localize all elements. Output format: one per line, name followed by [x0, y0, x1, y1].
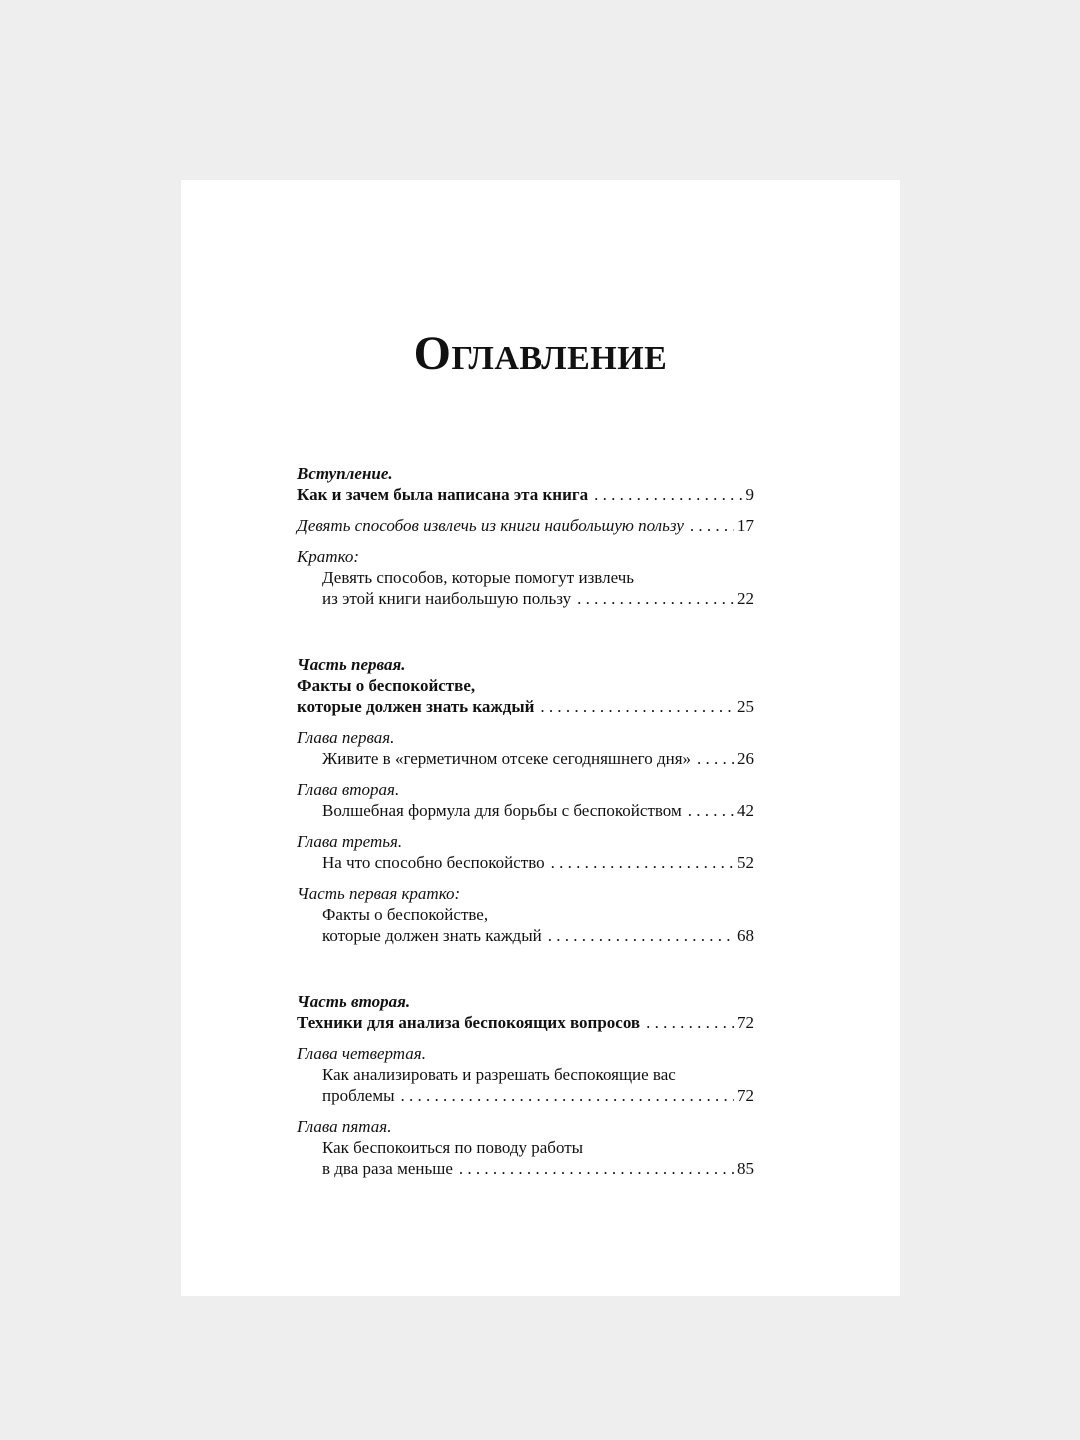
dot-leader — [594, 484, 742, 505]
dot-leader — [459, 1158, 734, 1179]
chapter-line2-text: проблемы — [322, 1086, 395, 1105]
part1-summary-line2 — [297, 925, 754, 946]
dot-leader — [540, 696, 734, 717]
page-number: 85 — [737, 1159, 754, 1178]
part1-line2 — [297, 696, 754, 717]
dot-leader — [551, 852, 734, 873]
chapter-line1: Как анализировать и разрешать беспокоящие вас — [322, 1065, 676, 1084]
part1-summary-line2-text: которые должен знать каждый — [322, 926, 542, 945]
chapter-line — [297, 852, 754, 873]
brief-label: Кратко: — [297, 547, 360, 566]
toc-entry-nine-ways — [297, 515, 754, 536]
toc-entry-chapter-2 — [297, 779, 754, 821]
nine-ways-line — [297, 515, 754, 536]
dot-leader — [548, 925, 734, 946]
toc-entry-chapter-1 — [297, 727, 754, 769]
intro-title: Как и зачем была написана эта книга — [297, 485, 589, 504]
page-number: 72 — [737, 1013, 754, 1032]
toc-entry-intro — [297, 463, 754, 505]
toc-title: Оглавление — [413, 327, 668, 380]
page-number: 26 — [737, 749, 754, 768]
page-number: 72 — [737, 1086, 754, 1105]
chapter-line2-text: в два раза меньше — [322, 1159, 453, 1178]
page-number: 68 — [737, 926, 754, 945]
intro-line — [297, 484, 754, 505]
part1-line1: Факты о беспокойстве, — [297, 676, 476, 695]
part1-summary-label: Часть первая кратко: — [297, 884, 461, 903]
chapter-label: Глава пятая. — [297, 1117, 392, 1136]
toc-entry-chapter-3 — [297, 831, 754, 873]
dot-leader — [401, 1085, 734, 1106]
part2-title: Техники для анализа беспокоящих вопросов — [297, 1013, 641, 1032]
toc-entry-part1-summary — [297, 883, 754, 946]
chapter-title: На что способно беспокойство — [322, 853, 545, 872]
dot-leader — [690, 515, 734, 536]
table-of-contents — [297, 463, 754, 1179]
page-number: 52 — [737, 853, 754, 872]
brief-line2 — [297, 588, 754, 609]
part2-line — [297, 1012, 754, 1033]
dot-leader — [577, 588, 734, 609]
toc-entry-part1 — [297, 654, 754, 717]
nine-ways-title: Девять способов извлечь из книги наибольшую пользу — [297, 516, 684, 535]
part1-label: Часть первая. — [297, 655, 406, 674]
toc-entry-part2 — [297, 991, 754, 1033]
toc-intro-section — [297, 463, 754, 609]
chapter-title: Живите в «герметичном отсеке сегодняшнего дня» — [322, 749, 692, 768]
brief-line2-text: из этой книги наибольшую пользу — [322, 589, 572, 608]
part1-summary-line1: Факты о беспокойстве, — [322, 905, 489, 924]
dot-leader — [697, 748, 734, 769]
page-number: 25 — [737, 697, 754, 716]
part1-line2-text: которые должен знать каждый — [297, 697, 535, 716]
chapter-label: Глава вторая. — [297, 780, 400, 799]
chapter-line2 — [297, 1085, 754, 1106]
dot-leader — [646, 1012, 734, 1033]
toc-part-one — [297, 654, 754, 946]
toc-entry-chapter-4 — [297, 1043, 754, 1106]
chapter-line — [297, 748, 754, 769]
page-number: 42 — [737, 801, 754, 820]
page-number: 22 — [737, 589, 754, 608]
toc-part-two — [297, 991, 754, 1179]
dot-leader — [688, 800, 734, 821]
chapter-line — [297, 800, 754, 821]
chapter-label: Глава первая. — [297, 728, 395, 747]
chapter-title: Волшебная формула для борьбы с беспокойством — [322, 801, 682, 820]
book-page — [181, 180, 900, 1296]
page-number: 9 — [745, 485, 754, 504]
chapter-line1: Как беспокоиться по поводу работы — [322, 1138, 584, 1157]
chapter-line2 — [297, 1158, 754, 1179]
intro-label: Вступление. — [297, 464, 393, 483]
toc-entry-brief — [297, 546, 754, 609]
toc-entry-chapter-5 — [297, 1116, 754, 1179]
part2-label: Часть вторая. — [297, 992, 411, 1011]
brief-line1: Девять способов, которые помогут извлечь — [322, 568, 634, 587]
chapter-label: Глава третья. — [297, 832, 403, 851]
chapter-label: Глава четвертая. — [297, 1044, 426, 1063]
page-number: 17 — [737, 516, 754, 535]
